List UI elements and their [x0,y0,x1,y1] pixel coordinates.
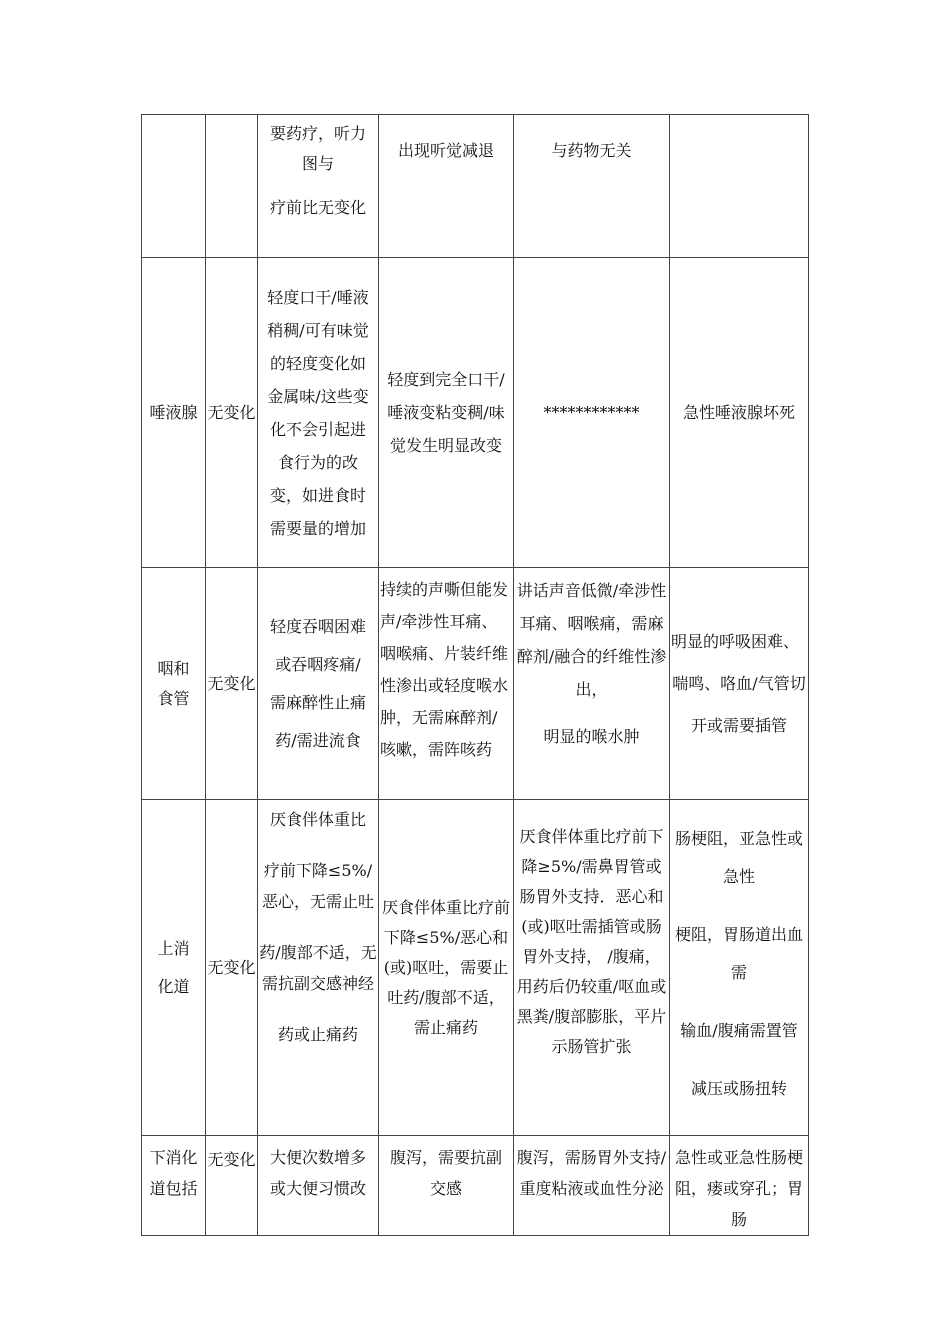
grade0-cell: 无变化 [206,1136,258,1236]
cell-text: 肠梗阻，亚急性或急性 [674,829,803,886]
cell-text: 药/需进流食 [275,730,361,750]
cell-text: 药或止痛药 [277,1025,358,1044]
cell-text: 梗阻，胃肠道出血需 [674,925,803,982]
grade2-cell: 厌食伴体重比疗前下降≤5%/恶心和(或)呕吐，需要止吐药/腹部不适，需止痛药 [379,800,514,1136]
cell-text: 明显的喉水肿 [543,727,640,746]
cell-text: 疗前比无变化 [269,198,366,217]
grade2-cell: 轻度到完全口干/唾液变粘变稠/味觉发生明显改变 [379,258,514,568]
organ-cell: 上消化道 [142,800,206,1136]
grade1-cell: 轻度口干/唾液稍稠/可有味觉的轻度变化如金属味/这些变化不会引起进食行为的改变，如进食时需要量的增加 [258,258,379,568]
grade3-cell: 厌食伴体重比疗前下降≥5%/需鼻胃管或肠胃外支持．恶心和(或)呕吐需插管或肠胃外支持， /腹痛，用药后仍较重/呕血或黑粪/腹部膨胀，平片示肠管扩张 [514,800,670,1136]
grade4-cell [670,568,809,800]
grade1-cell [258,800,379,1136]
organ-cell: 咽和食管 [142,568,206,800]
cell-text: 减压或肠扭转 [690,1079,787,1098]
cell-text: 药/腹部不适，无需抗副交感神经 [259,943,377,993]
grade1-cell [258,568,379,800]
table-row [142,568,809,800]
grade0-cell: 无变化 [206,258,258,568]
grade3-cell: 与药物无关 [514,115,670,258]
cell-text: 输血/腹痛需置管 [680,1021,798,1040]
cell-text: 疗前下降≤5%/恶心，无需止吐 [261,861,374,911]
cell-text: 要药疗，听力图与 [269,124,366,173]
cell-text: 轻度吞咽困难 [269,616,366,636]
cell-text: 喘鸣、咯血/气管切 [672,673,806,693]
organ-cell: 下消化道包括 [142,1136,206,1236]
table-row [142,1136,809,1236]
grade4-cell: 急性或亚急性肠梗阻，瘘或穿孔；胃肠 [670,1136,809,1236]
cell-text: 厌食伴体重比 [269,810,366,829]
cell-text: 明显的呼吸困难、 [671,631,800,651]
toxicity-grading-table [141,114,809,1236]
grade1-cell [258,115,379,258]
organ-cell [142,115,206,258]
table-row [142,800,809,1136]
cell-text: 需麻醉性止痛 [269,692,366,712]
organ-cell: 唾液腺 [142,258,206,568]
grade0-cell: 无变化 [206,800,258,1136]
cell-text: 或吞咽疼痛/ [275,654,361,674]
grade3-cell [514,568,670,800]
grade2-cell: 出现听觉减退 [379,115,514,258]
grade3-cell: ************ [514,258,670,568]
grade4-cell [670,800,809,1136]
grade1-cell: 大便次数增多或大便习惯改 [258,1136,379,1236]
grade4-cell: 急性唾液腺坏死 [670,258,809,568]
grade4-cell [670,115,809,258]
table-row [142,115,809,258]
cell-text: 讲话声音低微/牵涉性耳痛、咽喉痛，需麻醉剂/融合的纤维性渗出， [516,581,667,699]
grade3-cell: 腹泻，需肠胃外支持/重度粘液或血性分泌 [514,1136,670,1236]
table-row [142,258,809,568]
grade0-cell [206,115,258,258]
grade0-cell: 无变化 [206,568,258,800]
grade2-cell: 持续的声嘶但能发声/牵涉性耳痛、咽喉痛、片装纤维性渗出或轻度喉水肿，无需麻醉剂/咳嗽，需阵咳药 [379,568,514,800]
grade2-cell: 腹泻，需要抗副交感 [379,1136,514,1236]
cell-text: 开或需要插管 [690,715,787,735]
